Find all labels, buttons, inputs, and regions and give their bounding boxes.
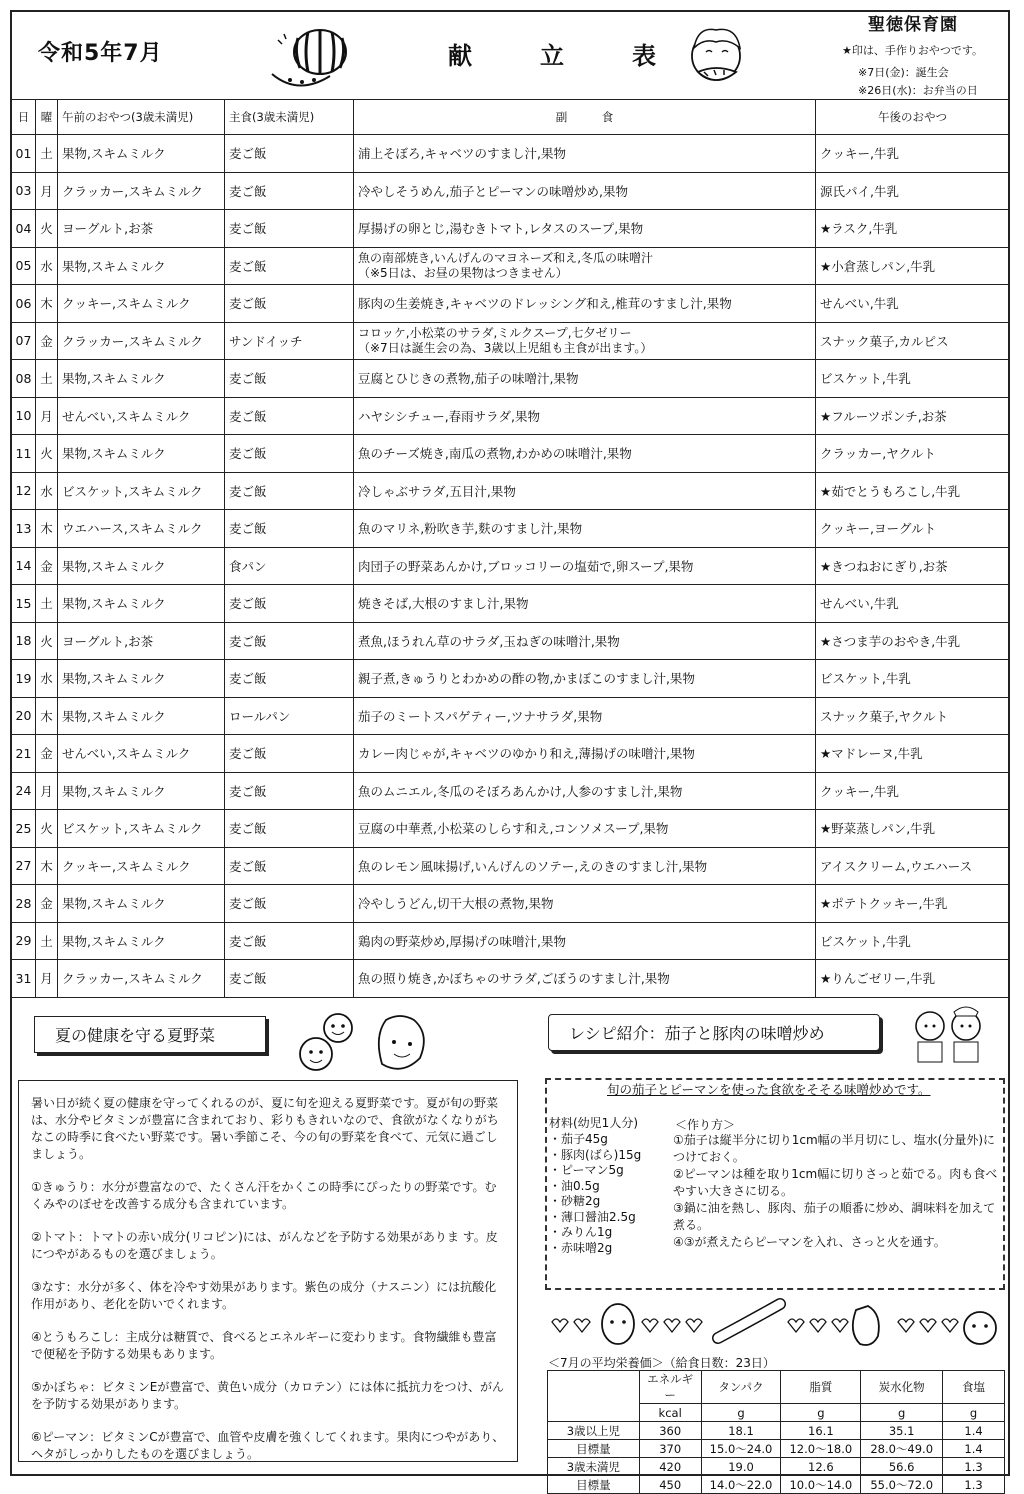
menu-table: [11, 99, 1010, 998]
menu-row: [12, 547, 1010, 585]
staple-cell: 麦ご飯: [225, 360, 354, 398]
weekday-cell: 土: [36, 135, 58, 173]
day-cell: 18: [12, 622, 36, 660]
menu-row: [12, 772, 1010, 810]
side-dish-cell: カレー肉じゃが,キャベツのゆかり和え,薄揚げの味噌汁,果物: [354, 735, 816, 773]
hearts-vegetables-decoration: [548, 1292, 1008, 1352]
menu-row: [12, 697, 1010, 735]
ingredient-item: ・ピーマン5g: [549, 1163, 624, 1177]
afternoon-snack-cell: アイスクリーム,ウエハース: [816, 847, 1010, 885]
side-dish-cell: 浦上そぼろ,キャベツのすまし汁,果物: [354, 135, 816, 173]
nutrition-value: 15.0～24.0: [701, 1440, 781, 1458]
ingredients-list: [549, 1132, 641, 1256]
morning-snack-cell: クッキー,スキムミルク: [58, 847, 225, 885]
menu-row: [12, 360, 1010, 398]
side-dish-note: （※5日は、お昼の果物はつきません）: [358, 265, 568, 280]
nutrition-value: 28.0～49.0: [861, 1440, 943, 1458]
nutrition-value: 10.0～14.0: [781, 1476, 861, 1494]
nutrition-caption: ＜7月の平均栄養価＞（給食日数：23日）: [548, 1356, 775, 1370]
health-item-pepper: ⑥ピーマン：ビタミンCが豊富で、血管や皮膚を強くしてくれます。果肉につやがあり、ヘタがしっかりしたものを選びましょう。: [31, 1430, 505, 1461]
staple-cell: 麦ご飯: [225, 210, 354, 248]
nutrition-head-protein: タンパク: [701, 1371, 781, 1404]
menu-row: [12, 622, 1010, 660]
morning-snack-cell: クッキー,スキムミルク: [58, 285, 225, 323]
nutrition-row-label: 目標量: [548, 1440, 640, 1458]
nutrition-value: 360: [639, 1422, 701, 1440]
morning-snack-cell: せんべい,スキムミルク: [58, 735, 225, 773]
staple-cell: サンドイッチ: [225, 322, 354, 360]
nutrition-value: 19.0: [701, 1458, 781, 1476]
side-dish-cell: [354, 322, 816, 360]
nutrition-head-salt: 食塩: [943, 1371, 1005, 1404]
menu-row: [12, 510, 1010, 548]
side-dish-cell: 冷やしそうめん,茄子とピーマンの味噌炒め,果物: [354, 172, 816, 210]
staple-cell: 麦ご飯: [225, 960, 354, 998]
side-dish-cell: 魚のチーズ焼き,南瓜の煮物,わかめの味噌汁,果物: [354, 435, 816, 473]
weekday-cell: 月: [36, 772, 58, 810]
weekday-cell: 火: [36, 210, 58, 248]
morning-snack-cell: 果物,スキムミルク: [58, 697, 225, 735]
side-dish-cell: 魚のムニエル,冬瓜のそぼろあんかけ,人参のすまし汁,果物: [354, 772, 816, 810]
menu-row: [12, 210, 1010, 248]
nutrition-row-label: 目標量: [548, 1476, 640, 1494]
note-homemade: ★印は、手作りおやつです。: [842, 44, 983, 57]
menu-row: [12, 735, 1010, 773]
morning-snack-cell: ビスケット,スキムミルク: [58, 810, 225, 848]
afternoon-snack-cell: ★きつねおにぎり,お茶: [816, 547, 1010, 585]
health-text-box: [18, 1080, 518, 1462]
morning-snack-cell: ビスケット,スキムミルク: [58, 472, 225, 510]
morning-snack-cell: 果物,スキムミルク: [58, 435, 225, 473]
nutrition-value: 12.0～18.0: [781, 1440, 861, 1458]
day-cell: 24: [12, 772, 36, 810]
note-lunchbox: ※26日(水)：お弁当の日: [858, 84, 978, 97]
staple-cell: 麦ご飯: [225, 397, 354, 435]
ingredient-item: ・薄口醤油2.5g: [549, 1209, 636, 1224]
weekday-cell: 金: [36, 322, 58, 360]
nutrition-value: 1.4: [943, 1422, 1005, 1440]
afternoon-snack-cell: ★ラスク,牛乳: [816, 210, 1010, 248]
document-title: 献 立 表: [448, 42, 678, 70]
menu-row: [12, 397, 1010, 435]
nutrition-value: 12.6: [781, 1458, 861, 1476]
children-cooking-illustration: [904, 1004, 1004, 1068]
staple-cell: 麦ご飯: [225, 735, 354, 773]
morning-snack-cell: 果物,スキムミルク: [58, 772, 225, 810]
morning-snack-cell: ヨーグルト,お茶: [58, 622, 225, 660]
nutrition-value: 370: [639, 1440, 701, 1458]
staple-cell: 麦ご飯: [225, 660, 354, 698]
day-cell: 11: [12, 435, 36, 473]
day-cell: 27: [12, 847, 36, 885]
weekday-cell: 水: [36, 247, 58, 285]
staple-cell: 麦ご飯: [225, 922, 354, 960]
health-item-eggplant: ③なす：水分が多く、体を冷やす効果があります。紫色の成分（ナスニン）には抗酸化作用があり、老化を防いでくれます。: [31, 1280, 497, 1311]
staple-cell: 麦ご飯: [225, 247, 354, 285]
menu-row: [12, 585, 1010, 623]
nutrition-unit-fat: g: [781, 1404, 861, 1422]
nutrition-value: 55.0～72.0: [861, 1476, 943, 1494]
staple-cell: 麦ご飯: [225, 585, 354, 623]
side-dish-cell: 肉団子の野菜あんかけ,ブロッコリーの塩茹で,卵スープ,果物: [354, 547, 816, 585]
weekday-cell: 火: [36, 810, 58, 848]
morning-snack-cell: ヨーグルト,お茶: [58, 210, 225, 248]
morning-snack-cell: 果物,スキムミルク: [58, 247, 225, 285]
side-dish-cell: 親子煮,きゅうりとわかめの酢の物,かまぼこのすまし汁,果物: [354, 660, 816, 698]
side-dish-cell: 冷しゃぶサラダ,五目汁,果物: [354, 472, 816, 510]
nutrition-value: 1.3: [943, 1458, 1005, 1476]
recipe-subtitle: 旬の茄子とピーマンを使った食欲をそそる味噌炒めです。: [607, 1082, 931, 1097]
ingredients-title: 材料(幼児1人分): [549, 1116, 638, 1130]
side-dish-cell: [354, 247, 816, 285]
morning-snack-cell: クラッカー,スキムミルク: [58, 322, 225, 360]
nutrition-value: 56.6: [861, 1458, 943, 1476]
weekday-cell: 土: [36, 922, 58, 960]
side-dish-cell: 鶏肉の野菜炒め,厚揚げの味噌汁,果物: [354, 922, 816, 960]
day-cell: 12: [12, 472, 36, 510]
side-dish-cell: 煮魚,ほうれん草のサラダ,玉ねぎの味噌汁,果物: [354, 622, 816, 660]
side-dish-cell: 豆腐とひじきの煮物,茄子の味噌汁,果物: [354, 360, 816, 398]
day-cell: 20: [12, 697, 36, 735]
ingredient-item: ・みりん1g: [549, 1225, 613, 1239]
menu-row: [12, 135, 1010, 173]
day-cell: 01: [12, 135, 36, 173]
staple-cell: 麦ご飯: [225, 772, 354, 810]
morning-snack-cell: クラッカー,スキムミルク: [58, 172, 225, 210]
nutrition-row-label: 3歳未満児: [548, 1458, 640, 1476]
nutrition-unit-carb: g: [861, 1404, 943, 1422]
morning-snack-cell: 果物,スキムミルク: [58, 135, 225, 173]
afternoon-snack-cell: クッキー,ヨーグルト: [816, 510, 1010, 548]
col-weekday: 曜: [36, 100, 58, 135]
nutrition-row: [548, 1440, 1005, 1458]
afternoon-snack-cell: クラッカー,ヤクルト: [816, 435, 1010, 473]
afternoon-snack-cell: せんべい,牛乳: [816, 285, 1010, 323]
afternoon-snack-cell: ビスケット,牛乳: [816, 922, 1010, 960]
ingredient-item: ・赤味噌2g: [549, 1240, 613, 1255]
afternoon-snack-cell: ★野菜蒸しパン,牛乳: [816, 810, 1010, 848]
side-dish-cell: 冷やしうどん,切干大根の煮物,果物: [354, 885, 816, 923]
morning-snack-cell: 果物,スキムミルク: [58, 922, 225, 960]
weekday-cell: 金: [36, 735, 58, 773]
day-cell: 04: [12, 210, 36, 248]
side-dish-cell: 魚の照り焼き,かぼちゃのサラダ,ごぼうのすまし汁,果物: [354, 960, 816, 998]
col-afternoon-snack: 午後のおやつ: [816, 100, 1010, 135]
nutrition-unit-protein: g: [701, 1404, 781, 1422]
morning-snack-cell: 果物,スキムミルク: [58, 360, 225, 398]
staple-cell: 麦ご飯: [225, 135, 354, 173]
staple-cell: 食パン: [225, 547, 354, 585]
morning-snack-cell: クラッカー,スキムミルク: [58, 960, 225, 998]
nutrition-value: 18.1: [701, 1422, 781, 1440]
ingredient-item: ・砂糖2g: [549, 1194, 601, 1208]
morning-snack-cell: 果物,スキムミルク: [58, 585, 225, 623]
afternoon-snack-cell: ★マドレーヌ,牛乳: [816, 735, 1010, 773]
recipe-heading: レシピ紹介：茄子と豚肉の味噌炒め: [548, 1014, 880, 1051]
health-item-cucumber: ①きゅうり：水分が豊富なので、たくさん汗をかくこの時季にぴったりの野菜です。むくみやのぼせを改善する成分も含まれています。: [31, 1180, 497, 1211]
side-dish-cell: 豚肉の生姜焼き,キャベツのドレッシング和え,椎茸のすまし汁,果物: [354, 285, 816, 323]
morning-snack-cell: せんべい,スキムミルク: [58, 397, 225, 435]
ingredient-item: ・茄子45g: [549, 1132, 608, 1146]
nutrition-row: [548, 1476, 1005, 1494]
afternoon-snack-cell: スナック菓子,ヤクルト: [816, 697, 1010, 735]
nutrition-table: [547, 1370, 1005, 1494]
nutrition-head-energy: エネルギー: [639, 1371, 701, 1404]
weekday-cell: 水: [36, 660, 58, 698]
note-birthday: ※7日(金)：誕生会: [858, 66, 949, 79]
col-side-dish: 副 食: [354, 100, 816, 135]
menu-row: [12, 247, 1010, 285]
menu-row: [12, 172, 1010, 210]
nutrition-header-row: [548, 1371, 1005, 1404]
nutrition-value: 420: [639, 1458, 701, 1476]
menu-row: [12, 660, 1010, 698]
staple-cell: 麦ご飯: [225, 285, 354, 323]
day-cell: 19: [12, 660, 36, 698]
side-dish-line: 魚の南部焼き,いんげんのマヨネーズ和え,冬瓜の味噌汁: [358, 250, 654, 265]
nutrition-value: 35.1: [861, 1422, 943, 1440]
ingredient-item: ・豚肉(ばら)15g: [549, 1147, 642, 1162]
col-morning-snack: 午前のおやつ(3歳未満児): [58, 100, 225, 135]
afternoon-snack-cell: ビスケット,牛乳: [816, 660, 1010, 698]
nutrition-head-carb: 炭水化物: [861, 1371, 943, 1404]
health-item-corn: ④とうもろこし：主成分は糖質で、食べるとエネルギーに変わります。食物繊維も豊富で便秘を予防する効果もあります。: [31, 1330, 497, 1361]
col-staple: 主食(3歳未満児): [225, 100, 354, 135]
side-dish-note: （※7日は誕生会の為、3歳以上児組も主食が出ます。）: [358, 340, 653, 355]
menu-row: [12, 435, 1010, 473]
staple-cell: 麦ご飯: [225, 435, 354, 473]
weekday-cell: 月: [36, 172, 58, 210]
weekday-cell: 土: [36, 585, 58, 623]
health-intro: 暑い日が続く夏の健康を守ってくれるのが、夏に旬を迎える夏野菜です。夏が旬の野菜は、水分やビタミンが豊富に含まれており、彩りもきれいなので、食欲がなくなりがちなこの時季に食べたい野菜です。暑い季節こそ、今の旬の野菜を食べて、元気に過ごしましょう。: [31, 1096, 499, 1161]
weekday-cell: 木: [36, 697, 58, 735]
health-item-pumpkin: ⑤かぼちゃ：ビタミンEが豊富で、黄色い成分（カロテン）には体に抵抗力をつけ、がんを予防する効果があります。: [31, 1380, 505, 1411]
day-cell: 15: [12, 585, 36, 623]
weekday-cell: 土: [36, 360, 58, 398]
nutrition-unit-salt: g: [943, 1404, 1005, 1422]
menu-row: [12, 885, 1010, 923]
afternoon-snack-cell: せんべい,牛乳: [816, 585, 1010, 623]
health-heading: 夏の健康を守る夏野菜: [34, 1016, 266, 1053]
nutrition-value: 14.0～22.0: [701, 1476, 781, 1494]
afternoon-snack-cell: クッキー,牛乳: [816, 772, 1010, 810]
menu-row: [12, 960, 1010, 998]
weekday-cell: 木: [36, 510, 58, 548]
staple-cell: 麦ご飯: [225, 885, 354, 923]
side-dish-cell: 厚揚げの卵とじ,湯むきトマト,レタスのスープ,果物: [354, 210, 816, 248]
staple-cell: ロールパン: [225, 697, 354, 735]
side-dish-cell: 焼きそば,大根のすまし汁,果物: [354, 585, 816, 623]
staple-cell: 麦ご飯: [225, 810, 354, 848]
weekday-cell: 木: [36, 285, 58, 323]
nutrition-unit-energy: kcal: [639, 1404, 701, 1422]
day-cell: 29: [12, 922, 36, 960]
afternoon-snack-cell: ★小倉蒸しパン,牛乳: [816, 247, 1010, 285]
side-dish-cell: ハヤシシチュー,春雨サラダ,果物: [354, 397, 816, 435]
morning-snack-cell: 果物,スキムミルク: [58, 885, 225, 923]
day-cell: 07: [12, 322, 36, 360]
menu-row: [12, 285, 1010, 323]
recipe-step: ①茄子は縦半分に切り1cm幅の半月切にし、塩水(分量外)につけておく。: [673, 1133, 996, 1164]
day-cell: 08: [12, 360, 36, 398]
weekday-cell: 水: [36, 472, 58, 510]
menu-row: [12, 922, 1010, 960]
weekday-cell: 月: [36, 960, 58, 998]
school-name: 聖徳保育園: [868, 15, 958, 35]
menu-row: [12, 472, 1010, 510]
nutrition-row: [548, 1458, 1005, 1476]
side-dish-cell: 茄子のミートスパゲティー,ツナサラダ,果物: [354, 697, 816, 735]
afternoon-snack-cell: ★さつま芋のおやき,牛乳: [816, 622, 1010, 660]
day-cell: 06: [12, 285, 36, 323]
watermelon-illustration: [268, 24, 358, 94]
weekday-cell: 木: [36, 847, 58, 885]
nutrition-corner: [548, 1371, 640, 1422]
ingredient-item: ・油0.5g: [549, 1178, 600, 1193]
staple-cell: 麦ご飯: [225, 510, 354, 548]
menu-row: [12, 847, 1010, 885]
nutrition-value: 16.1: [781, 1422, 861, 1440]
day-cell: 28: [12, 885, 36, 923]
afternoon-snack-cell: スナック菓子,カルピス: [816, 322, 1010, 360]
recipe-step: ③鍋に油を熱し、豚肉、茄子の順番に炒め、調味料を加えて煮る。: [673, 1201, 996, 1232]
staple-cell: 麦ご飯: [225, 847, 354, 885]
recipe-box: [545, 1078, 1005, 1290]
child-eating-watermelon-illustration: [678, 18, 756, 96]
nutrition-head-fat: 脂質: [781, 1371, 861, 1404]
day-cell: 03: [12, 172, 36, 210]
vegetables-illustration: [290, 1006, 440, 1078]
staple-cell: 麦ご飯: [225, 622, 354, 660]
afternoon-snack-cell: ★ポテトクッキー,牛乳: [816, 885, 1010, 923]
day-cell: 25: [12, 810, 36, 848]
weekday-cell: 火: [36, 622, 58, 660]
morning-snack-cell: 果物,スキムミルク: [58, 660, 225, 698]
side-dish-cell: 魚のマリネ,粉吹き芋,麩のすまし汁,果物: [354, 510, 816, 548]
morning-snack-cell: ウエハース,スキムミルク: [58, 510, 225, 548]
day-cell: 05: [12, 247, 36, 285]
afternoon-snack-cell: 源氏パイ,牛乳: [816, 172, 1010, 210]
weekday-cell: 金: [36, 885, 58, 923]
recipe-step: ④③が煮えたらピーマンを入れ、さっと火を通す。: [673, 1235, 946, 1249]
nutrition-row-label: 3歳以上児: [548, 1422, 640, 1440]
steps-list: [673, 1132, 999, 1251]
menu-header-row: [12, 100, 1010, 135]
afternoon-snack-cell: ★茹でとうもろこし,牛乳: [816, 472, 1010, 510]
side-dish-cell: 魚のレモン風味揚げ,いんげんのソテー,えのきのすまし汁,果物: [354, 847, 816, 885]
nutrition-value: 1.4: [943, 1440, 1005, 1458]
menu-row: [12, 322, 1010, 360]
afternoon-snack-cell: ★りんごゼリー,牛乳: [816, 960, 1010, 998]
day-cell: 10: [12, 397, 36, 435]
month-title: 令和5年7月: [38, 41, 163, 66]
side-dish-line: コロッケ,小松菜のサラダ,ミルクスープ,七夕ゼリー: [358, 325, 632, 340]
menu-row: [12, 810, 1010, 848]
day-cell: 31: [12, 960, 36, 998]
nutrition-value: 1.3: [943, 1476, 1005, 1494]
nutrition-row: [548, 1422, 1005, 1440]
day-cell: 14: [12, 547, 36, 585]
staple-cell: 麦ご飯: [225, 472, 354, 510]
col-day: 日: [12, 100, 36, 135]
afternoon-snack-cell: ビスケット,牛乳: [816, 360, 1010, 398]
health-item-tomato: ②トマト：トマトの赤い成分(リコピン)には、がんなどを予防する効果がありま す。皮につやがあるものを選びましょう。: [31, 1230, 498, 1261]
afternoon-snack-cell: ★フルーツポンチ,お茶: [816, 397, 1010, 435]
weekday-cell: 金: [36, 547, 58, 585]
steps-title: ＜作り方＞: [675, 1118, 736, 1132]
weekday-cell: 月: [36, 397, 58, 435]
afternoon-snack-cell: クッキー,牛乳: [816, 135, 1010, 173]
staple-cell: 麦ご飯: [225, 172, 354, 210]
side-dish-cell: 豆腐の中華煮,小松菜のしらす和え,コンソメスープ,果物: [354, 810, 816, 848]
weekday-cell: 火: [36, 435, 58, 473]
nutrition-value: 450: [639, 1476, 701, 1494]
day-cell: 21: [12, 735, 36, 773]
recipe-step: ②ピーマンは種を取り1cm幅に切りさっと茹でる。肉も食べやすい大きさに切る。: [673, 1167, 998, 1198]
day-cell: 13: [12, 510, 36, 548]
morning-snack-cell: 果物,スキムミルク: [58, 547, 225, 585]
